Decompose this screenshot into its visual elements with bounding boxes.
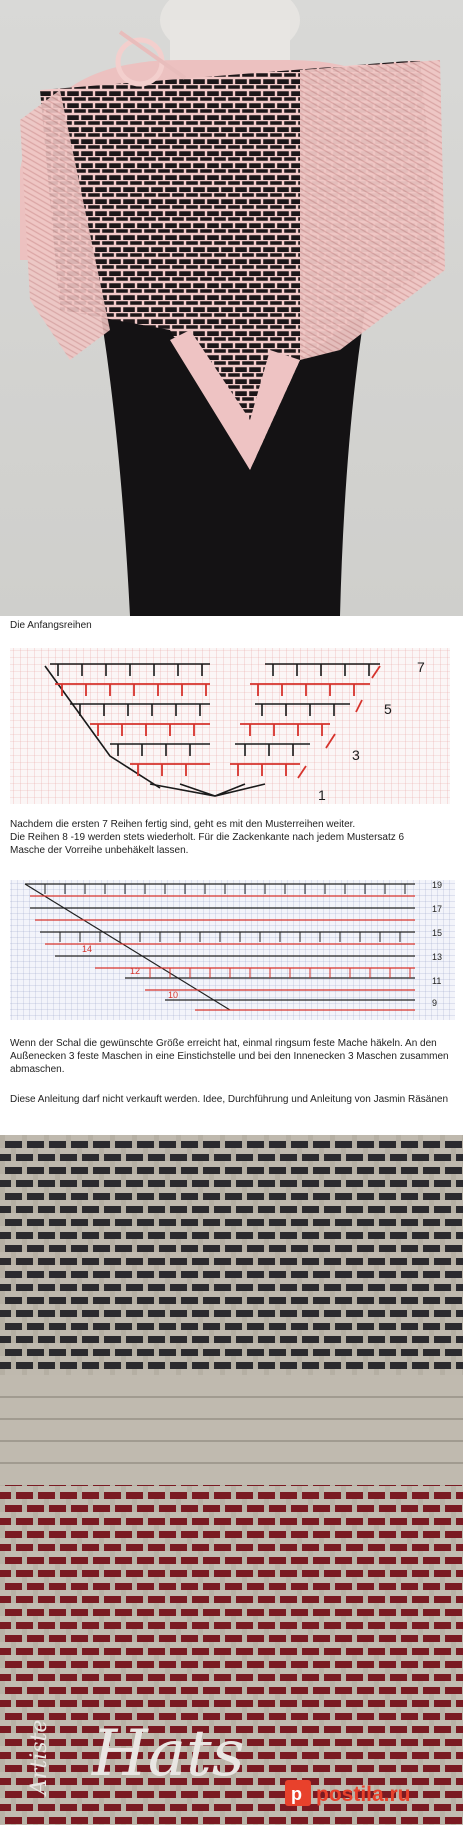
- row-number: 5: [384, 701, 392, 717]
- logo-main-text: Hats: [92, 1717, 245, 1791]
- chart-grid-b: [0, 860, 463, 1035]
- crochet-swatch-photo: [0, 1135, 463, 1825]
- row-number: 7: [417, 659, 425, 675]
- instructions-paragraph-2: [0, 1035, 463, 1135]
- row-number: 15: [432, 928, 443, 938]
- row-number: 17: [432, 904, 443, 914]
- copyright-note: Diese Anleitung darf nicht verkauft werden. Idee, Durchführung und Anleitung von Jasmin Räsänen: [10, 1094, 449, 1105]
- row-number: 14: [82, 944, 93, 954]
- instruction-line: Masche der Vorreihe unbehäkelt lassen.: [10, 845, 189, 856]
- row-number: 10: [168, 990, 179, 1000]
- shawl-photo: [0, 0, 463, 616]
- pattern-rows-diagram: [0, 860, 463, 1035]
- row-number: 1: [318, 787, 326, 803]
- instruction-line: Nachdem die ersten 7 Reihen fertig sind, geht es mit den Musterreihen weiter.: [10, 819, 356, 830]
- row-number: 3: [352, 747, 360, 763]
- row-number: 19: [432, 880, 443, 890]
- postila-logo-icon: p: [291, 1784, 302, 1804]
- watermark-text: postila.ru: [316, 1783, 411, 1806]
- chart-grid-a: [0, 616, 463, 816]
- starting-rows-diagram: [0, 616, 463, 816]
- swatch-illustration: [0, 1135, 463, 1825]
- instruction-line: Die Reihen 8 -19 werden stets wiederholt. Für die Zackenkante nach jedem Mustersatz 6: [10, 832, 405, 843]
- instructions-paragraph-1: [0, 816, 463, 860]
- row-number: 12: [130, 966, 141, 976]
- row-number: 11: [432, 976, 442, 986]
- row-number: 9: [432, 998, 438, 1008]
- row-number: 13: [432, 952, 443, 962]
- finishing-instructions: Wenn der Schal die gewünschte Größe erreicht hat, einmal ringsum feste Mache häkeln. An den Außenecken 3 feste Maschen in eine Einstichstelle und bei den Innenecken 3 Maschen zusammen abmaschen.: [10, 1038, 449, 1075]
- logo-vertical-text: Artiste: [27, 1719, 52, 1795]
- shawl-illustration: [0, 0, 463, 616]
- diagram-caption: Die Anfangsreihen: [10, 620, 92, 631]
